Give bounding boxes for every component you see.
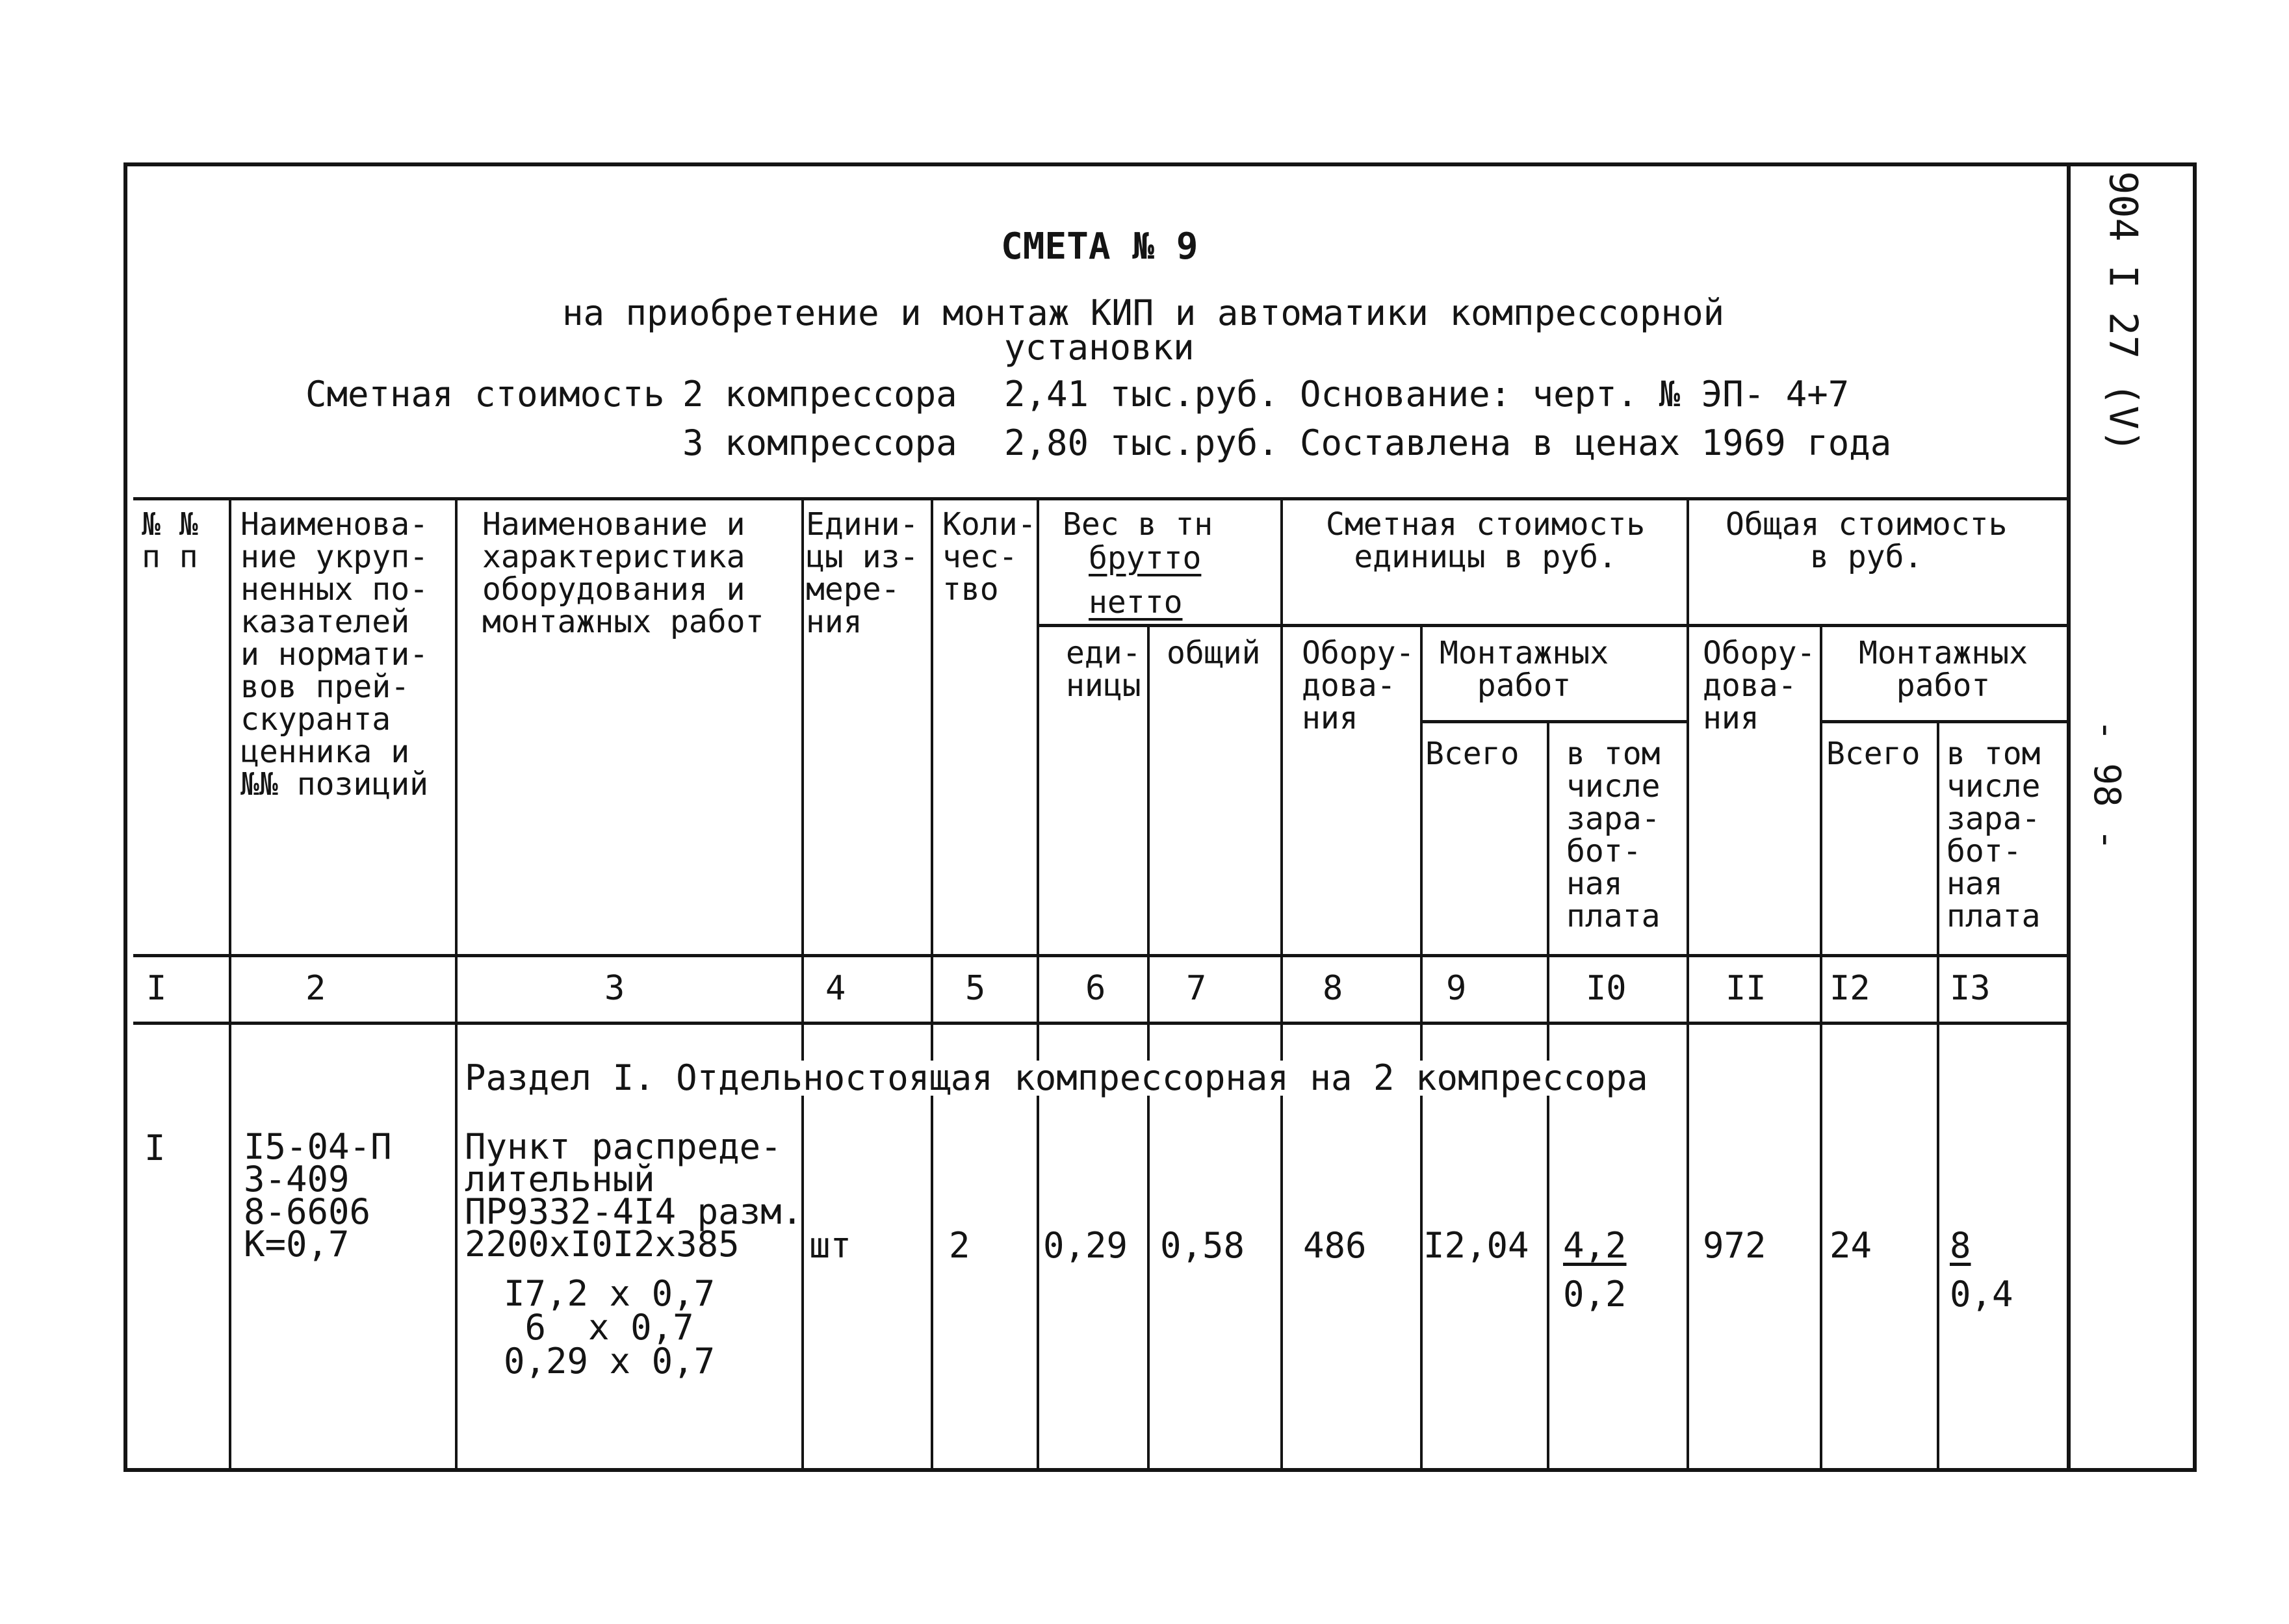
col-line-5: [1037, 497, 1039, 1472]
colnum-8: 8: [1323, 969, 1343, 1008]
header-general-cost: Общая стоимость в руб.: [1726, 506, 2008, 575]
row-equipment-unit-cost: 486: [1303, 1225, 1367, 1266]
page-number: - 98 -: [2086, 719, 2128, 851]
cost-2-value: 2,41 тыс.руб.: [1004, 374, 1279, 415]
rule-under-install-2: [1820, 720, 2067, 723]
document-title: СМЕТА № 9: [1001, 226, 1198, 268]
col-line-7: [1280, 497, 1283, 1472]
row-code: I5-04-П 3-409 8-6606 К=0,7: [244, 1126, 392, 1265]
row-name: Пункт распреде- лительный ПР9332-4I4 разм. 2200хI0I2х385: [465, 1126, 803, 1265]
colnum-12: I2: [1830, 969, 1870, 1008]
row-calculation: I7,2 х 0,7 6 х 0,7 0,29 х 0,7: [504, 1273, 716, 1382]
section-title: Раздел I. Отдельностоящая компрессорная на 2 компрессора: [465, 1061, 1655, 1096]
col-line-1: [229, 497, 231, 1472]
col-line-12: [1937, 720, 1939, 1472]
cost-3-value: 2,80 тыс.руб.: [1004, 422, 1279, 463]
cost-2-compressors: 2 компрессора: [682, 374, 957, 415]
row-wage-total-top: 8: [1950, 1225, 1971, 1266]
header-netto: нетто: [1089, 584, 1183, 621]
header-total-installation: Монтажных работ: [1859, 635, 2028, 704]
subtitle-line2: установки: [1004, 327, 1195, 368]
rule-under-col-numbers: [133, 1022, 2067, 1025]
side-document-code: 904 I 27 (V): [2100, 171, 2146, 453]
colnum-5: 5: [965, 969, 986, 1008]
row-weight-total: 0,58: [1160, 1225, 1245, 1266]
colnum-4: 4: [825, 969, 846, 1008]
row-wage-unit-bottom: 0,2: [1563, 1274, 1627, 1315]
header-unit-cost: Сметная стоимость единицы в руб.: [1326, 506, 1646, 575]
colnum-9: 9: [1446, 969, 1467, 1008]
header-unit-all: Всего: [1425, 736, 1520, 772]
col-line-10: [1687, 497, 1689, 1472]
margin-divider: [2067, 162, 2071, 1472]
col-line-6: [1147, 624, 1150, 1472]
rule-under-install-1: [1420, 720, 1687, 723]
header-unit-equipment: Обору- дова- ния: [1302, 635, 1415, 736]
prices-year: Составлена в ценах 1969 года: [1300, 422, 1892, 463]
subtitle-line1: на приобретение и монтаж КИП и автоматики компрессорной: [562, 292, 1725, 333]
rule-under-cost-headers: [1280, 624, 2067, 627]
row-quantity: 2: [949, 1225, 970, 1266]
row-installation-total: 24: [1830, 1225, 1872, 1266]
col-line-2: [455, 497, 458, 1472]
colnum-11: II: [1726, 969, 1766, 1008]
colnum-7: 7: [1186, 969, 1207, 1008]
header-total-wages: в том числе зара- бот- ная плата: [1946, 736, 2041, 934]
colnum-13: I3: [1950, 969, 1991, 1008]
header-units: Едини- цы из- мере- ния: [806, 506, 919, 640]
header-brutto: брутто: [1089, 540, 1202, 576]
row-wage-unit-top: 4,2: [1563, 1225, 1627, 1266]
header-num: № № п п: [142, 506, 198, 575]
table-top-rule: [133, 497, 2067, 500]
colnum-1: I: [146, 969, 167, 1008]
row-installation-unit-cost: I2,04: [1423, 1225, 1529, 1266]
basis: Основание: черт. № ЭП- 4+7: [1300, 374, 1850, 415]
row-equipment-total: 972: [1703, 1225, 1766, 1266]
header-unit-wages: в том числе зара- бот- ная плата: [1566, 736, 1661, 934]
row-wage-total-bottom: 0,4: [1950, 1274, 2013, 1315]
header-equipment-name: Наименование и характеристика оборудования и монтажных работ: [482, 506, 764, 640]
col-line-3: [801, 497, 804, 1472]
row-unit: шт: [809, 1225, 852, 1266]
header-weight-unit: еди- ницы: [1066, 635, 1141, 704]
rule-under-weight: [1037, 624, 1280, 627]
header-total-equipment: Обору- дова- ния: [1703, 635, 1816, 736]
col-line-8: [1420, 624, 1423, 1472]
rule-under-headers: [133, 954, 2067, 957]
colnum-2: 2: [305, 969, 326, 1008]
colnum-3: 3: [604, 969, 625, 1008]
header-unit-installation: Монтажных работ: [1440, 635, 1609, 704]
colnum-10: I0: [1586, 969, 1627, 1008]
header-quantity: Коли- чес- тво: [942, 506, 1037, 608]
colnum-6: 6: [1085, 969, 1106, 1008]
cost-label: Сметная стоимость: [305, 374, 665, 415]
col-line-4: [931, 497, 933, 1472]
header-weight: Вес в тн: [1063, 506, 1213, 543]
header-total-all: Всего: [1826, 736, 1920, 772]
header-weight-total: общий: [1167, 635, 1261, 671]
col-line-11: [1820, 624, 1822, 1472]
row-weight-unit: 0,29: [1043, 1225, 1128, 1266]
cost-3-compressors: 3 компрессора: [682, 422, 957, 463]
header-indicators: Наименова- ние укруп- ненных по- казателей и нормати- вов прей- скуранта ценника и №№ позиций: [240, 506, 428, 803]
row-number: I: [144, 1128, 166, 1168]
